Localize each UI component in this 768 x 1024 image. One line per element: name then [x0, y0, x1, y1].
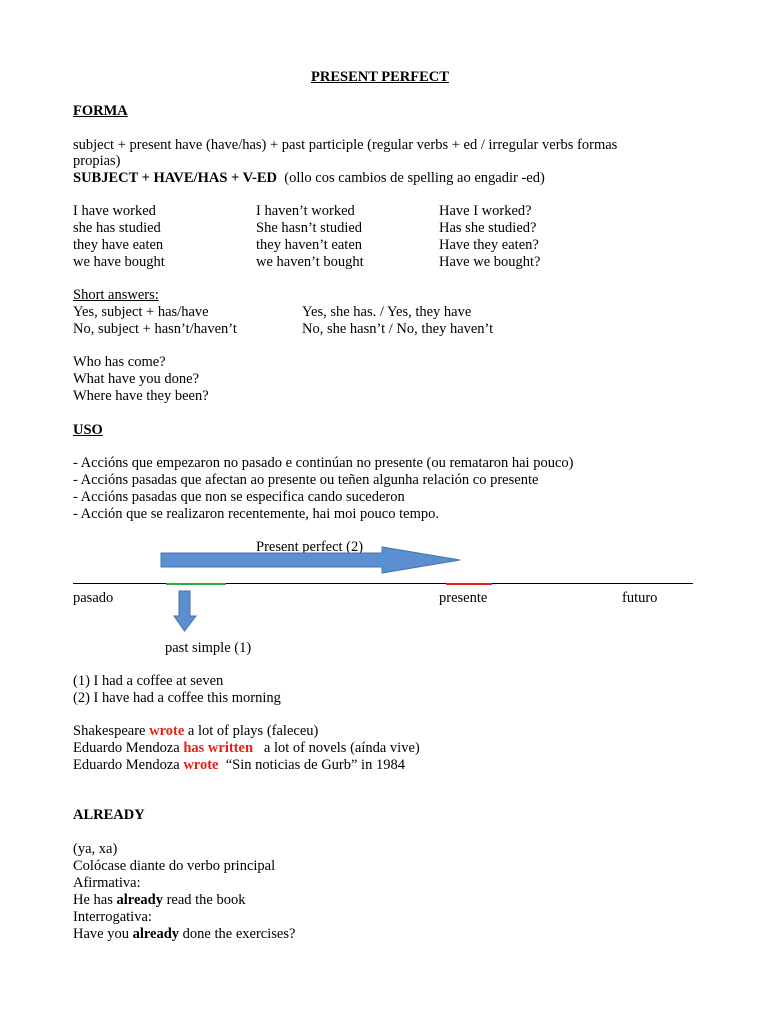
interrogativa-example	[73, 926, 295, 943]
highlighted-verb: wrote	[149, 723, 185, 739]
interrogative-column	[439, 203, 540, 271]
list-item: Have they eaten?	[439, 237, 539, 253]
highlighted-verb: wrote	[183, 757, 219, 773]
list-item: - Accións pasadas que afectan ao presente ou teñen algunha relación co presente	[73, 472, 539, 488]
futuro-label: futuro	[622, 590, 658, 606]
example-text: read the book	[162, 892, 246, 908]
list-item: - Accións pasadas que non se especifica cando sucederon	[73, 489, 405, 505]
short-answer-rule: No, subject + hasn’t/haven’t	[73, 321, 237, 337]
list-item: we haven’t bought	[256, 254, 364, 270]
list-item: - Acción que se realizaron recentemente, hai moi pouco tempo.	[73, 506, 439, 522]
list-item: Where have they been?	[73, 388, 209, 404]
highlighted-verb: has written	[183, 740, 254, 756]
list-item: they have eaten	[73, 237, 164, 253]
afirmativa-example	[73, 892, 295, 909]
forma-formula	[73, 170, 545, 187]
comparison-list	[73, 723, 420, 774]
list-item: Have we bought?	[439, 254, 541, 270]
past-segment	[166, 583, 226, 585]
present-segment	[446, 583, 492, 585]
afirmativa-label: Afirmativa:	[73, 875, 141, 891]
already-placement: Colócase diante do verbo principal	[73, 858, 276, 874]
list-item: What have you done?	[73, 371, 200, 387]
negative-column	[256, 203, 364, 271]
list-item: she has studied	[73, 220, 161, 236]
keyword: already	[132, 926, 180, 942]
example-text: done the exercises?	[179, 926, 296, 942]
formula-note: (ollo cos cambios de spelling ao engadir -ed)	[284, 170, 545, 186]
example-text: Have you	[73, 926, 133, 942]
formula-bold: SUBJECT + HAVE/HAS + V-ED	[73, 170, 278, 186]
forma-line-1: subject + present have (have/has) + past participle (regular verbs + ed / irregular verbs formas	[73, 137, 618, 153]
list-item: (2) I have had a coffee this morning	[73, 690, 281, 706]
affirmative-column	[73, 203, 165, 271]
wh-questions	[73, 354, 209, 405]
short-answer-example: No, she hasn’t / No, they haven’t	[302, 321, 494, 337]
past-simple-label: past simple (1)	[165, 640, 252, 656]
list-item	[73, 740, 420, 757]
example-list	[73, 673, 281, 707]
list-item: She hasn’t studied	[256, 220, 363, 236]
already-section	[73, 841, 295, 943]
uso-heading: USO	[73, 422, 103, 438]
keyword: already	[116, 892, 163, 908]
list-item: Have I worked?	[439, 203, 532, 219]
pasado-label: pasado	[73, 590, 114, 606]
list-item: Has she studied?	[439, 220, 537, 236]
sentence-subject: Eduardo Mendoza	[73, 740, 184, 756]
sentence-rest: a lot of plays (faleceu)	[184, 723, 319, 739]
list-item	[73, 723, 420, 740]
page-title: PRESENT PERFECT	[311, 69, 449, 85]
list-item: we have bought	[73, 254, 165, 270]
list-item: they haven’t eaten	[256, 237, 363, 253]
already-heading: ALREADY	[73, 807, 145, 823]
already-translation: (ya, xa)	[73, 841, 118, 857]
right-arrow-icon	[160, 546, 462, 574]
sentence-rest: “Sin noticias de Gurb” in 1984	[218, 757, 405, 773]
interrogativa-label: Interrogativa:	[73, 909, 152, 925]
present-perfect-label: Present perfect (2)	[256, 539, 364, 555]
down-arrow-icon	[173, 590, 197, 632]
list-item: (1) I had a coffee at seven	[73, 673, 224, 689]
list-item	[73, 757, 420, 774]
sentence-subject: Shakespeare	[73, 723, 150, 739]
forma-line-2: propias)	[73, 153, 121, 169]
short-answer-example: Yes, she has. / Yes, they have	[302, 304, 472, 320]
example-text: He has	[73, 892, 117, 908]
forma-heading: FORMA	[73, 103, 128, 119]
uso-list	[73, 455, 573, 523]
list-item: I haven’t worked	[256, 203, 355, 219]
list-item: I have worked	[73, 203, 156, 219]
list-item: Who has come?	[73, 354, 166, 370]
list-item: - Accións que empezaron no pasado e continúan no presente (ou remataron hai pouco)	[73, 455, 574, 471]
short-answers-heading: Short answers:	[73, 287, 159, 303]
sentence-subject: Eduardo Mendoza	[73, 757, 184, 773]
presente-label: presente	[439, 590, 488, 606]
short-answer-rule: Yes, subject + has/have	[73, 304, 209, 320]
sentence-rest: a lot of novels (aínda vive)	[253, 740, 420, 756]
